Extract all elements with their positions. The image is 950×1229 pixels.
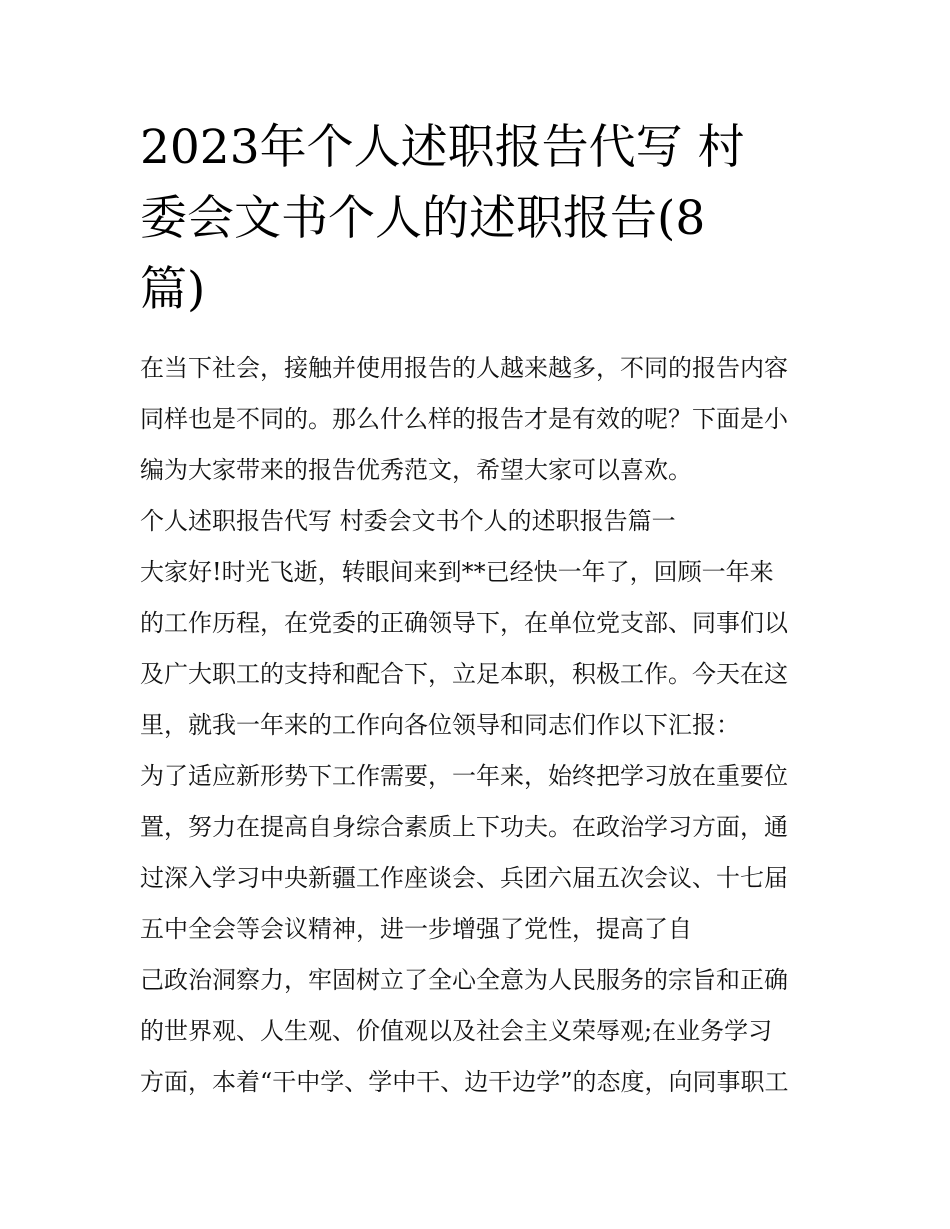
body-line: 置，努力在提高自身综合素质上下功夫。在政治学习方面，通 — [140, 813, 788, 841]
body-line: 编为大家带来的报告优秀范文，希望大家可以喜欢。 — [140, 456, 692, 484]
body-line: 在当下社会，接触并使用报告的人越来越多，不同的报告内容 — [140, 354, 788, 382]
body-line: 及广大职工的支持和配合下，立足本职，积极工作。今天在这 — [140, 660, 788, 688]
body-line: 里，就我一年来的工作向各位领导和同志们作以下汇报： — [140, 711, 740, 739]
body-line: 方面，本着“干中学、学中干、边干边学”的态度，向同事职工 — [140, 1068, 789, 1096]
body-line: 同样也是不同的。那么什么样的报告才是有效的呢？下面是小 — [140, 405, 788, 433]
body-line: 的世界观、人生观、价值观以及社会主义荣辱观;在业务学习 — [140, 1017, 773, 1045]
body-line: 己政治洞察力，牢固树立了全心全意为人民服务的宗旨和正确 — [140, 966, 788, 994]
document-page — [140, 112, 815, 1108]
body-line: 五中全会等会议精神，进一步增强了党性，提高了自 — [140, 915, 692, 943]
body-line: 为了适应新形势下工作需要，一年来，始终把学习放在重要位 — [140, 762, 788, 790]
body-line: 过深入学习中央新疆工作座谈会、兵团六届五次会议、十七届 — [140, 864, 788, 892]
title-line-3: 篇) — [140, 262, 206, 317]
body-line: 的工作历程，在党委的正确领导下，在单位党支部、同事们以 — [140, 609, 788, 637]
body-line: 大家好!时光飞逝，转眼间来到**已经快一年了，回顾一年来 — [140, 558, 774, 586]
section-heading: 个人述职报告代写 村委会文书个人的述职报告篇一 — [140, 507, 676, 535]
document-body — [140, 343, 815, 1108]
title-line-1: 2023年个人述职报告代写 村 — [140, 120, 745, 175]
title-line-2: 委会文书个人的述职报告(8 — [140, 191, 706, 246]
document-title — [140, 112, 815, 325]
